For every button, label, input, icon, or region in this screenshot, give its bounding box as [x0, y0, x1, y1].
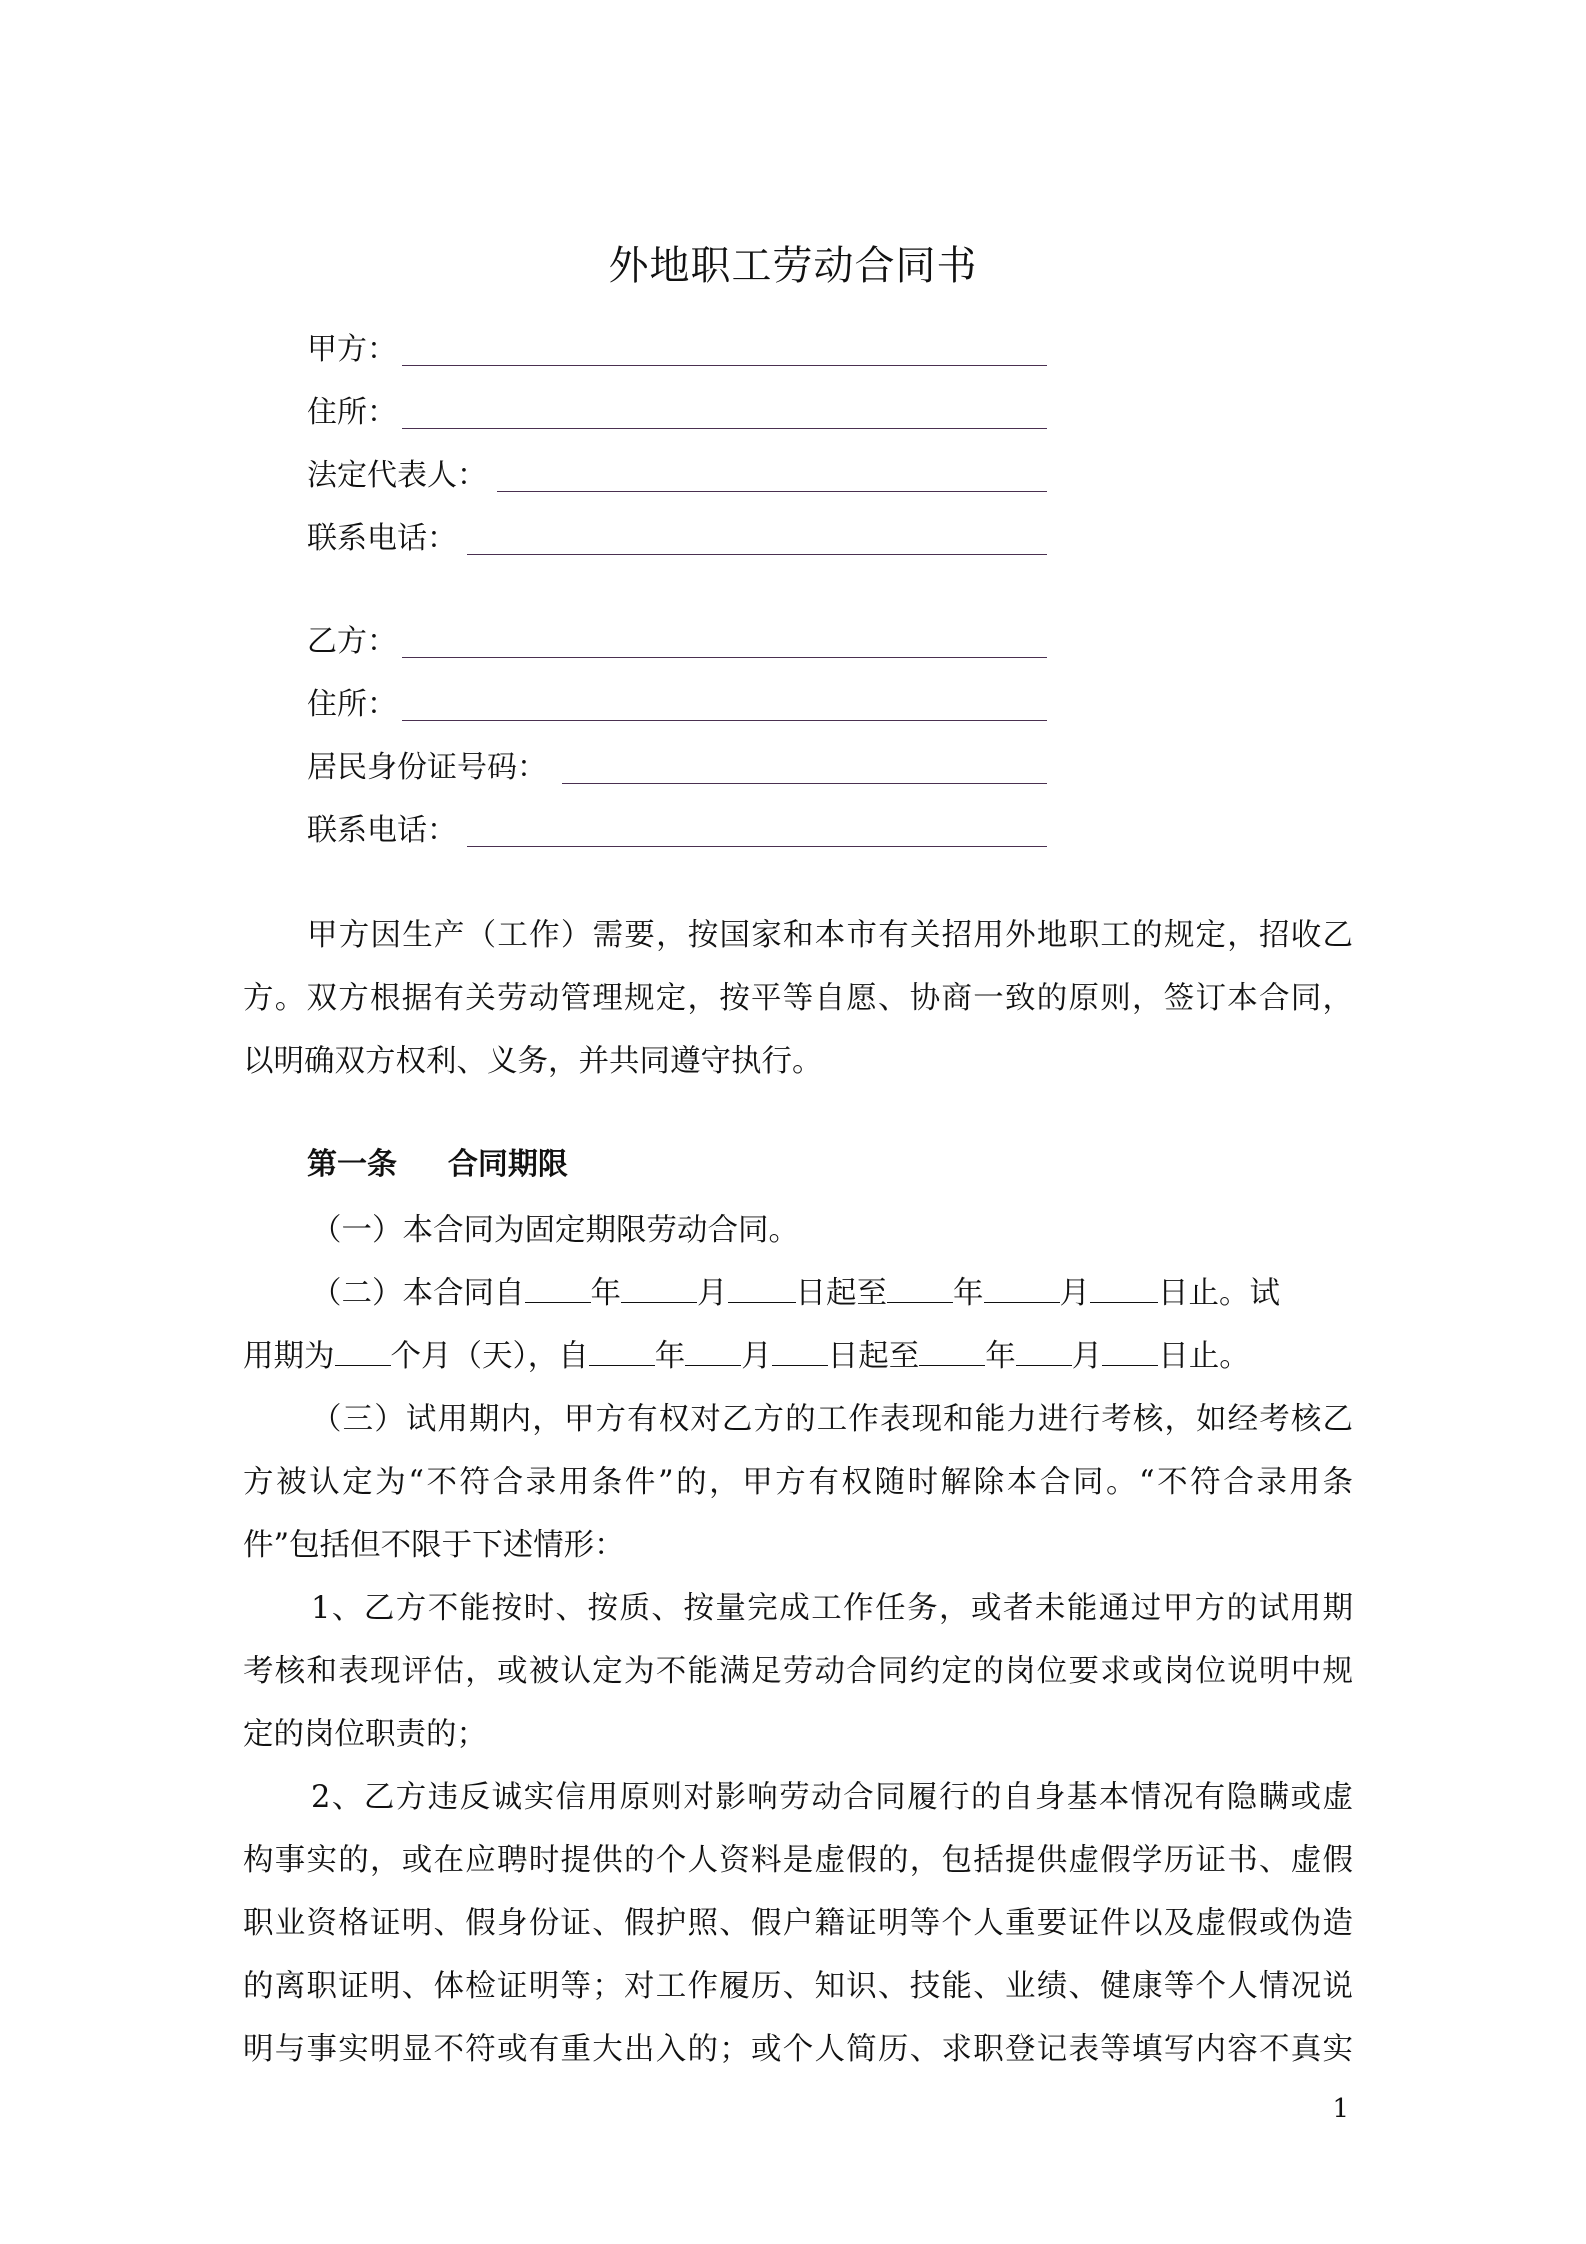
item-1-line-2: 考核和表现评估，或被认定为不能满足劳动合同约定的岗位要求或岗位说明中规: [243, 1654, 1353, 1689]
probation-end-month-blank[interactable]: [1016, 1341, 1072, 1366]
intro-line-3: 以明确双方权利、义务，并共同遵守执行。: [243, 1044, 823, 1079]
start-day-blank[interactable]: [728, 1278, 796, 1303]
probation-months-blank[interactable]: [335, 1341, 391, 1366]
party-b-address-label: 住所：: [307, 687, 397, 722]
end-month-blank[interactable]: [984, 1278, 1060, 1303]
clause-2-line-2: [243, 1325, 1353, 1388]
clause-2-line-1: [243, 1262, 1353, 1325]
party-a-name-field[interactable]: [307, 328, 1047, 372]
intro-line-1: 甲方因生产（工作）需要，按国家和本市有关招用外地职工的规定，招收乙: [307, 918, 1353, 953]
party-b-name-label: 乙方：: [307, 624, 397, 659]
probation-start-day-blank[interactable]: [772, 1341, 828, 1366]
party-a-name-blank[interactable]: [402, 365, 1047, 366]
article-1-clause-3: [243, 1388, 1353, 1577]
page-number: 1: [1332, 2094, 1349, 2124]
article-1-clause-1: [243, 1199, 1353, 1262]
clause-1-text: （一）本合同为固定期限劳动合同。: [311, 1213, 799, 1248]
probation-end-year-blank[interactable]: [919, 1341, 985, 1366]
party-a-name-label: 甲方：: [307, 332, 397, 367]
party-a-phone-field[interactable]: [307, 517, 1047, 561]
month-label: 月: [697, 1276, 728, 1311]
party-a-address-blank[interactable]: [402, 428, 1047, 429]
item-2-line-2: 构事实的，或在应聘时提供的个人资料是虚假的，包括提供虚假学历证书、虚假: [243, 1843, 1353, 1878]
clause-3-item-1: [243, 1577, 1353, 1766]
end-day-blank[interactable]: [1090, 1278, 1158, 1303]
year-label: 年: [590, 1276, 621, 1311]
start-year-blank[interactable]: [525, 1278, 591, 1303]
party-a-rep-blank[interactable]: [497, 491, 1047, 492]
party-b-name-field[interactable]: [307, 620, 1047, 664]
clause-2-start-text: （二）本合同自: [311, 1276, 525, 1311]
document-title: 外地职工劳动合同书: [608, 243, 978, 289]
article-1-heading: [307, 1143, 568, 1187]
item-2-line-4: 的离职证明、体检证明等；对工作履历、知识、技能、业绩、健康等个人情况说: [243, 1969, 1353, 2004]
probation-unit-label: 个月（天），自: [390, 1339, 589, 1374]
year-label: 年: [654, 1339, 686, 1374]
item-1-line-3: 定的岗位职责的；: [243, 1717, 487, 1752]
item-2-line-1: 2、乙方违反诚实信用原则对影响劳动合同履行的自身基本情况有隐瞒或虚: [311, 1780, 1353, 1815]
month-label: 月: [741, 1339, 772, 1374]
party-b-phone-label: 联系电话：: [307, 813, 457, 848]
article-1-clause-2: [243, 1262, 1353, 1388]
probation-end-label: 日止。: [1158, 1339, 1250, 1374]
party-a-rep-field[interactable]: [307, 454, 1047, 498]
party-a-rep-label: 法定代表人：: [307, 458, 487, 493]
item-2-line-5: 明与事实明显不符或有重大出入的；或个人简历、求职登记表等填写内容不真实: [243, 2032, 1353, 2067]
month-label: 月: [1059, 1276, 1090, 1311]
year-label: 年: [985, 1339, 1016, 1374]
party-b-address-blank[interactable]: [402, 720, 1047, 721]
item-2-line-3: 职业资格证明、假身份证、假护照、假户籍证明等个人重要证件以及虚假或伪造: [243, 1906, 1353, 1941]
start-month-blank[interactable]: [621, 1278, 697, 1303]
party-b-name-blank[interactable]: [402, 657, 1047, 658]
probation-to-label: 日起至: [827, 1339, 920, 1374]
party-a-address-field[interactable]: [307, 391, 1047, 435]
item-1-line-1: 1、乙方不能按时、按质、按量完成工作任务，或者未能通过甲方的试用期: [311, 1591, 1353, 1626]
clause-3-item-2: [243, 1766, 1353, 2081]
article-1-number: 第一条: [307, 1147, 397, 1182]
end-label: 日止。试: [1158, 1276, 1280, 1311]
probation-label: 用期为: [243, 1339, 335, 1374]
end-year-blank[interactable]: [887, 1278, 953, 1303]
start-to-label: 日起至: [795, 1276, 887, 1311]
probation-start-month-blank[interactable]: [685, 1341, 741, 1366]
month-label: 月: [1071, 1339, 1103, 1374]
party-b-phone-blank[interactable]: [467, 846, 1047, 847]
clause-3-line-2: 方被认定为“不符合录用条件”的，甲方有权随时解除本合同。“不符合录用条: [243, 1465, 1353, 1500]
clause-3-line-1: （三）试用期内，甲方有权对乙方的工作表现和能力进行考核，如经考核乙: [311, 1402, 1353, 1437]
year-label: 年: [953, 1276, 984, 1311]
party-b-phone-field[interactable]: [307, 809, 1047, 853]
party-a-address-label: 住所：: [307, 395, 397, 430]
party-b-address-field[interactable]: [307, 683, 1047, 727]
party-b-id-label: 居民身份证号码：: [307, 750, 547, 785]
party-b-id-blank[interactable]: [562, 783, 1047, 784]
clause-3-line-3: 件”包括但不限于下述情形：: [243, 1528, 625, 1563]
probation-end-day-blank[interactable]: [1102, 1341, 1158, 1366]
party-a-phone-label: 联系电话：: [307, 521, 457, 556]
party-b-id-field[interactable]: [307, 746, 1047, 790]
party-a-phone-blank[interactable]: [467, 554, 1047, 555]
intro-line-2: 方。双方根据有关劳动管理规定，按平等自愿、协商一致的原则，签订本合同，: [243, 981, 1353, 1016]
article-1-title: 合同期限: [447, 1147, 568, 1182]
probation-start-year-blank[interactable]: [589, 1341, 655, 1366]
intro-paragraph: [243, 904, 1353, 1093]
